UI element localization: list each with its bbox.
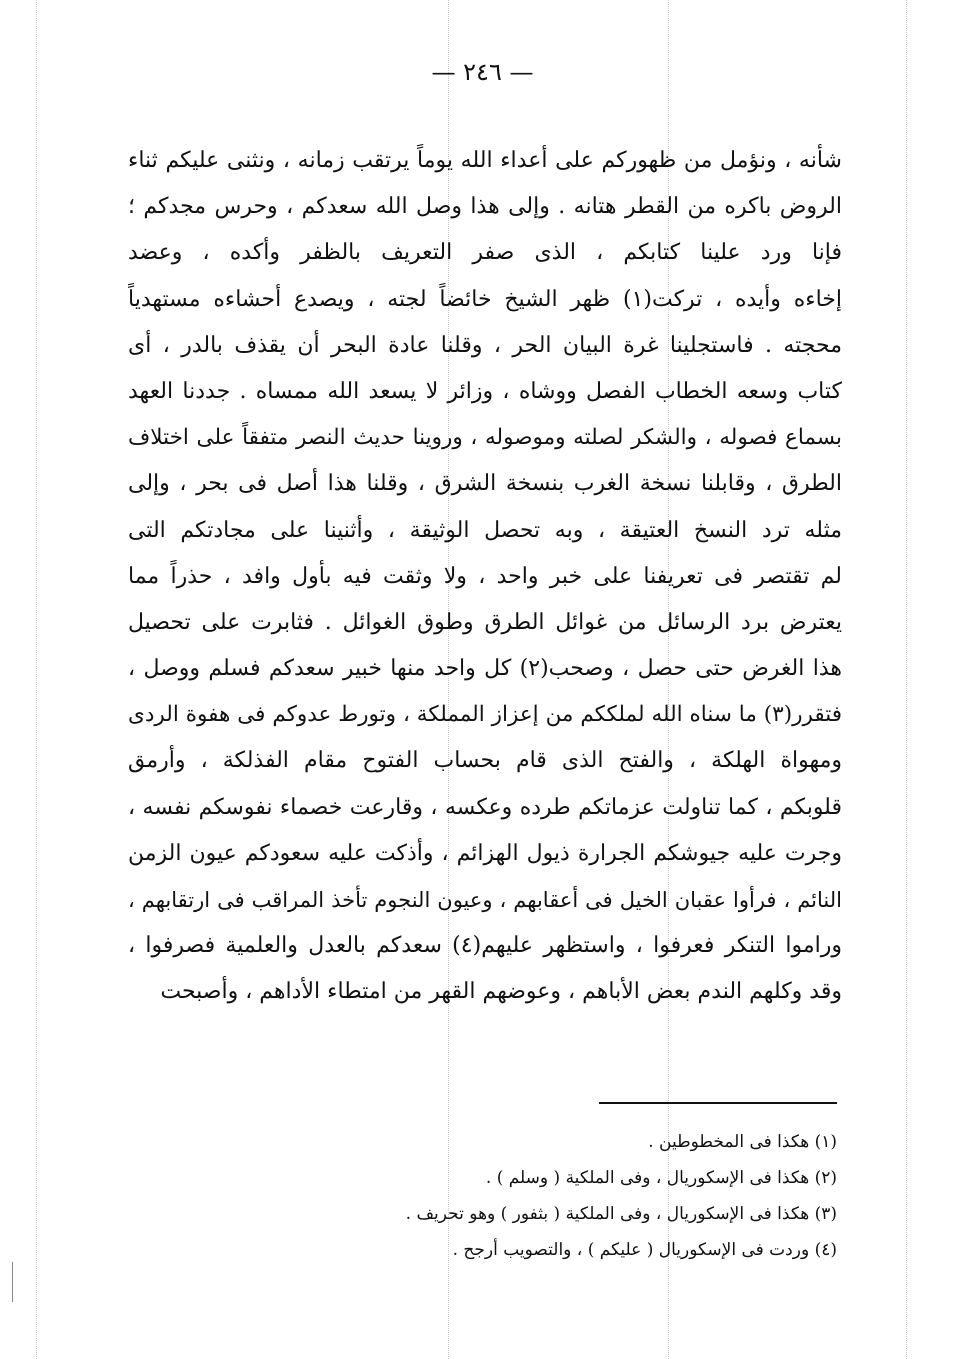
text-line: وقد وكلهم الندم بعض الأباهم ، وعوضهم القهر من امتطاء الأداهم ، وأصبحت [160,979,842,1005]
text-line: هذا الغرض حتى حصل ، وصحب(٢) كل واحد منها خبير سعدكم فسلم ووصل ، [128,656,842,682]
page-number: — ٢٤٦ — [431,58,534,86]
text-line: مثله ترد النسخ العتيقة ، وبه تحصل الوثيقة ، وأثنينا على مجادتكم التى [128,517,842,543]
footnote: (١) هكذا فى المخطوطين . [648,1132,837,1152]
text-line: شأنه ، ونؤمل من ظهوركم على أعداء الله يوماً يرتقب زمانه ، ونثنى عليكم ثناء [128,148,842,173]
text-line: لم تقتصر فى تعريفنا على خبر واحد ، ولا وثقت فيه بأول وافد ، حذراً مما [128,563,842,589]
text-line: يعترض برد الرسائل من غوائل الطرق وطوق الغوائل . فثابرت على تحصيل [128,609,842,635]
text-line: ومهواة الهلكة ، والفتح الذى قام بحساب الفتوح مقام الفذلكة ، وأرمق [128,748,842,774]
footnote: (٤) وردت فى الإسكوريال ( عليكم ) ، والتصويب أرجح . [452,1240,837,1260]
scan-guide-dots [906,0,907,1359]
text-line: كتاب وسعه الخطاب الفصل ووشاه ، وزائر لا يسعد الله ممساه . جددنا العهد [128,378,842,404]
text-line: فتقرر(٣) ما سناه الله لملككم من إعزاز المملكة ، وتورط عدوكم فى هفوة الردى [128,702,842,728]
scan-edge-mark [12,1262,13,1302]
scan-guide-dots [36,0,37,1359]
text-line: الروض باكره من القطر هتانه . وإلى هذا وصل الله سعدكم ، وحرس مجدكم ؛ [128,194,842,220]
text-line: إخاءه وأيده ، تركت(١) ظهر الشيخ خائضاً لجته ، ويصدع أحشاءه مستهدياً [128,286,842,312]
footnote: (٣) هكذا فى الإسكوريال ، وفى الملكية ( بثفور ) وهو تحريف . [405,1204,837,1224]
text-line: محجته . فاستجلينا غرة البيان الحر ، وقلنا عادة البحر أن يقذف بالدر ، أى [128,332,842,358]
text-line: فإنا ورد علينا كتابكم ، الذى صفر التعريف بالظفر وأكده ، وعضد [128,240,842,266]
text-line: وجرت عليه جيوشكم الجرارة ذيول الهزائم ، وأذكت عليه سعودكم عيون الزمن [128,840,842,866]
footnotes [277,1124,837,1268]
text-line: النائم ، فرأوا عقبان الخيل فى أعقابهم ، وعيون النجوم تأخذ المراقب فى ارتقابهم ، [128,888,842,912]
footnote: (٢) هكذا فى الإسكوريال ، وفى الملكية ( وسلم ) . [485,1168,837,1188]
text-line: قلوبكم ، كما تناولت عزماتكم طرده وعكسه ، وقارعت خصماء نفوسكم نفسه ، [128,794,842,820]
text-line: وراموا التنكر فعرفوا ، واستظهر عليهم(٤) سعدكم بالعدل والعلمية فصرفوا ، [128,933,842,959]
text-line: بسماع فصوله ، والشكر لصلته وموصوله ، وروينا حديث النصر متفقاً على اختلاف [128,425,842,451]
text-line: الطرق ، وقابلنا نسخة الغرب بنسخة الشرق ، وقلنا هذا أصل فى بحر ، وإلى [128,471,842,497]
body-text [128,138,842,1016]
footnote-separator [599,1102,837,1104]
